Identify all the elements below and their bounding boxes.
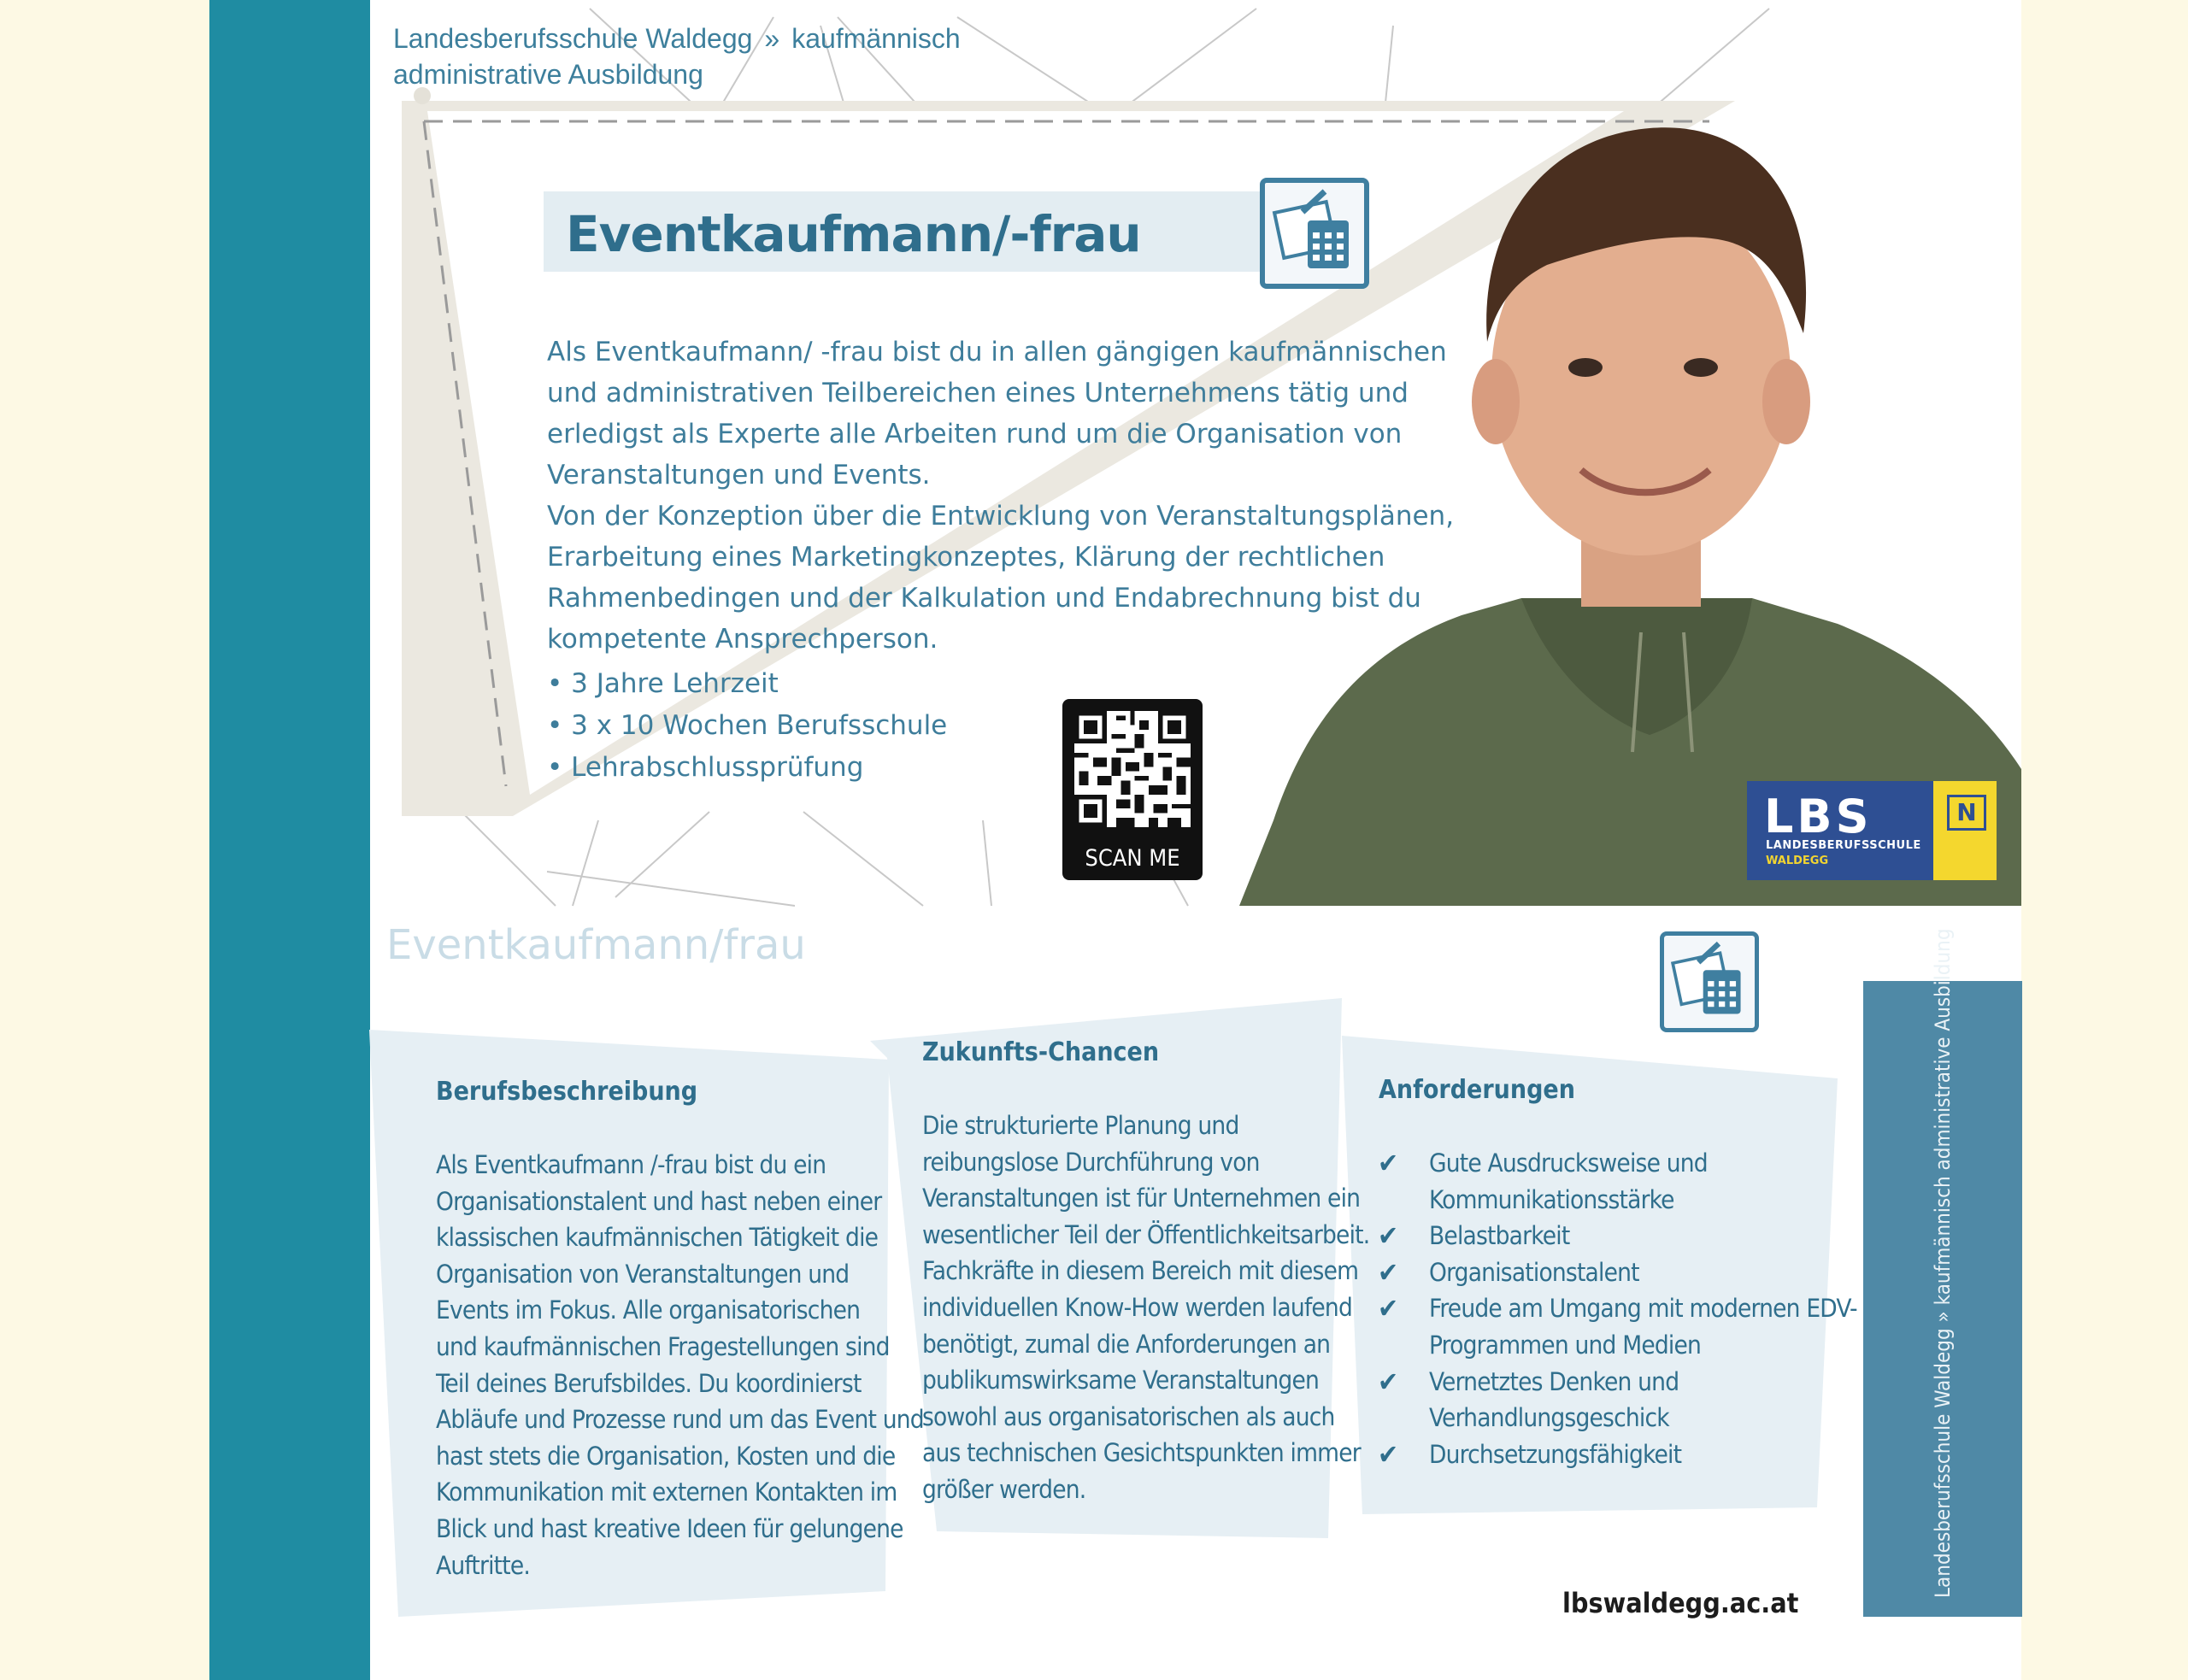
requirement-item [1374, 1290, 1857, 1363]
description-line: Organisationstalent und hast neben einer [436, 1186, 882, 1216]
requirement-item [1374, 1145, 1857, 1218]
future-text [922, 1107, 1369, 1508]
description-heading: Berufsbeschreibung [436, 1077, 698, 1107]
future-line: sowohl aus organisatorischen als auch [922, 1401, 1335, 1431]
check-icon: ✔ [1378, 1147, 1398, 1179]
requirement-text: Gute Ausdrucksweise und [1429, 1148, 1708, 1178]
logo-flag-letter: N [1947, 795, 1986, 831]
logo-line-1: LANDESBERUFSSCHULE [1766, 839, 1921, 852]
intro-paragraph-1: Als Eventkaufmann/ -frau bist du in allen gängigen kaufmännischen und administrativen Teilbereichen eines Unternehmens tätig und erledigst als Experte alle Arbeiten rund um die Organisation von Veranstaltungen und Events. [547, 337, 1447, 490]
requirement-text: Organisationstalent [1429, 1257, 1639, 1287]
requirement-text: Belastbarkeit [1429, 1221, 1570, 1251]
future-line: benötigt, zumal die Anforderungen an [922, 1329, 1331, 1359]
requirement-text: Programmen und Medien [1429, 1330, 1702, 1360]
description-line: Blick und hast kreative Ideen für gelungene [436, 1513, 903, 1543]
description-line: klassischen kaufmännischen Tätigkeit die [436, 1223, 879, 1253]
description-line: Abläufe und Prozesse rund um das Event und [436, 1405, 924, 1435]
breadcrumb-separator: » [764, 23, 780, 54]
breadcrumb-field-1: kaufmännisch [791, 23, 961, 54]
description-text [436, 1147, 924, 1583]
fact-item: • 3 x 10 Wochen Berufsschule [547, 705, 947, 747]
breadcrumb-school: Landesberufsschule Waldegg [393, 23, 753, 54]
breadcrumb-field-2: administrative Ausbildung [393, 59, 703, 90]
intro-paragraph-2: Von der Konzeption über die Entwicklung von Veranstaltungsplänen, Erarbeitung eines Marketingkonzeptes, Klärung der rechtlichen Rahmenbedingen und der Kalkulation und Endabrechnung bist du kompetente Ansprechperson. [547, 501, 1455, 655]
requirements-heading: Anforderungen [1379, 1075, 1575, 1105]
description-line: Events im Fokus. Alle organisatorischen [436, 1295, 861, 1325]
requirements-list [1374, 1145, 1857, 1472]
fact-item: • 3 Jahre Lehrzeit [547, 663, 947, 705]
check-icon: ✔ [1378, 1255, 1398, 1289]
website-link[interactable]: lbswaldegg.ac.at [1562, 1587, 1799, 1619]
requirement-text: Vernetztes Denken und [1429, 1366, 1679, 1396]
check-icon: ✔ [1378, 1437, 1398, 1471]
fact-item: • Lehrabschlussprüfung [547, 747, 947, 789]
future-heading: Zukunfts-Chancen [922, 1037, 1160, 1067]
requirement-text: Freude am Umgang mit modernen EDV- [1429, 1294, 1857, 1324]
check-icon: ✔ [1378, 1365, 1398, 1398]
description-line: Als Eventkaufmann /-frau bist du ein [436, 1150, 826, 1179]
description-line: und kaufmännischen Fragestellungen sind [436, 1331, 890, 1361]
requirement-item [1374, 1364, 1857, 1436]
qr-code[interactable] [1062, 699, 1203, 880]
description-line: Teil deines Berufsbildes. Du koordinierst [436, 1368, 862, 1398]
future-line: reibungslose Durchführung von [922, 1147, 1260, 1177]
requirement-item [1374, 1436, 1857, 1473]
page-title: Eventkaufmann/-frau [566, 205, 1141, 263]
future-line: aus technischen Gesichtspunkten immer [922, 1438, 1361, 1468]
vertical-school-label [1863, 928, 2022, 1617]
check-icon: ✔ [1378, 1292, 1398, 1325]
description-line: Organisation von Veranstaltungen und [436, 1259, 850, 1289]
logo-line-2: WALDEGG [1766, 855, 1829, 867]
requirement-item [1374, 1218, 1857, 1254]
requirement-text: Kommunikationsstärke [1429, 1184, 1674, 1214]
future-line: Veranstaltungen ist für Unternehmen ein [922, 1184, 1361, 1213]
calendar-icon [1660, 931, 1759, 1032]
check-icon: ✔ [1378, 1219, 1398, 1253]
breadcrumb [393, 21, 961, 92]
future-line: wesentlicher Teil der Öffentlichkeitsarbeit. [922, 1219, 1370, 1249]
future-line: größer werden. [922, 1474, 1086, 1504]
section-subtitle: Eventkaufmann/frau [386, 921, 806, 969]
fact-list [547, 663, 947, 789]
description-line: hast stets die Organisation, Kosten und die [436, 1441, 896, 1471]
qr-scan-label: SCAN ME [1085, 845, 1180, 872]
logo-lbs: LBS [1764, 790, 1873, 843]
future-line: publikumswirksame Veranstaltungen [922, 1366, 1320, 1395]
requirement-text: Durchsetzungsfähigkeit [1429, 1439, 1682, 1469]
qr-matrix-icon [1074, 711, 1191, 827]
logo-flag [1933, 781, 1997, 880]
lbs-logo [1747, 781, 1997, 880]
requirement-text: Verhandlungsgeschick [1429, 1403, 1669, 1433]
vertical-school-text: Landesberufsschule Waldegg » kaufmännisch administrative Ausbildung [1931, 928, 1955, 1598]
requirement-item [1374, 1254, 1857, 1291]
future-line: individuellen Know-How werden laufend [922, 1292, 1352, 1322]
future-line: Die strukturierte Planung und [922, 1111, 1239, 1140]
future-line: Fachkräfte in diesem Bereich mit diesem [922, 1256, 1359, 1286]
description-line: Auftritte. [436, 1550, 531, 1580]
description-line: Kommunikation mit externen Kontakten im [436, 1477, 897, 1507]
